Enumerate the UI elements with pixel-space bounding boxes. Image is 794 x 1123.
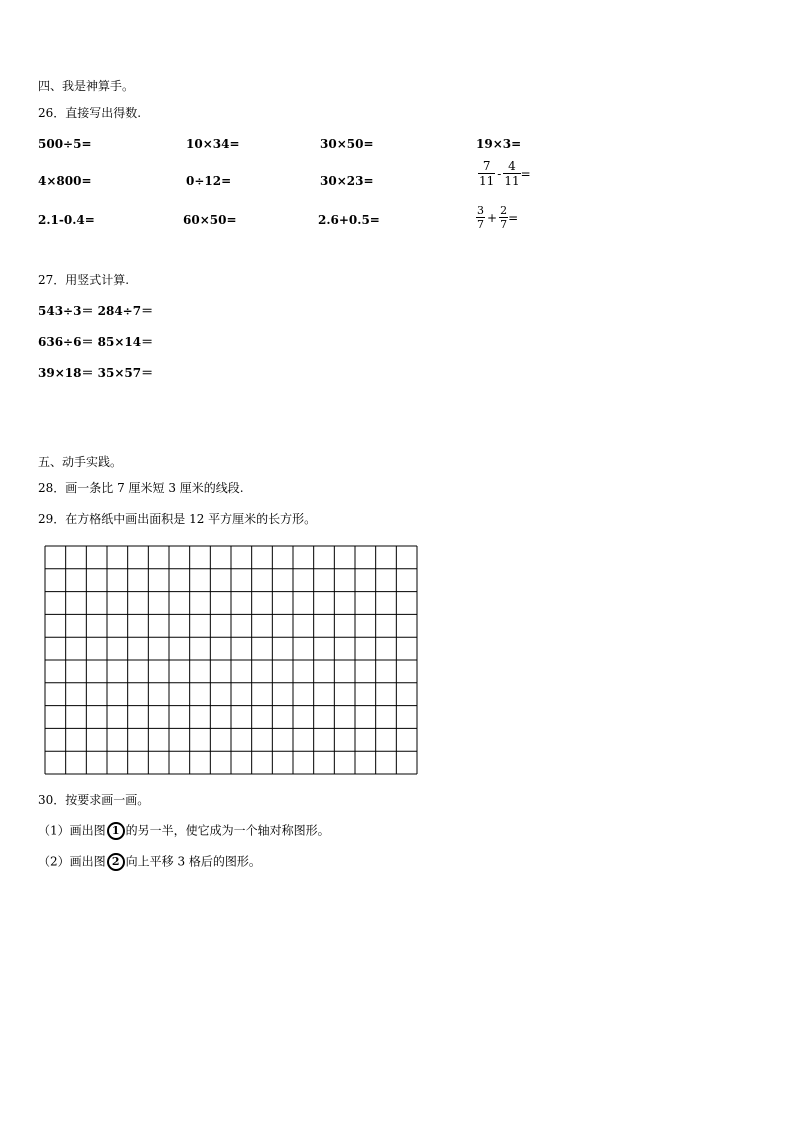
calc-item: 10×34= <box>186 137 240 151</box>
fraction <box>503 159 520 188</box>
calc-item: 500÷5= <box>38 137 92 151</box>
numerator: 4 <box>508 159 516 173</box>
calc-item: 60×50= <box>183 213 237 227</box>
grid-paper[interactable] <box>44 545 418 775</box>
circled-number-1: 1 <box>107 822 125 840</box>
denominator: 7 <box>477 218 484 231</box>
question-26-title: 26．直接写出得数. <box>38 106 142 120</box>
question-29-title: 29．在方格纸中画出面积是 12 平方厘米的长方形。 <box>38 512 317 526</box>
vertical-calc-row: 636÷6＝ 85×14＝ <box>38 335 154 349</box>
part-1-prefix: （1）画出图 <box>38 823 106 838</box>
question-28-title: 28．画一条比 7 厘米短 3 厘米的线段. <box>38 481 244 495</box>
numerator: 7 <box>482 159 491 173</box>
calc-item: 0÷12= <box>186 174 232 188</box>
question-30-part-1 <box>38 822 330 840</box>
operator: + <box>487 210 498 225</box>
denominator: 11 <box>479 174 495 188</box>
denominator: 7 <box>500 218 508 231</box>
calc-item: 2.6+0.5= <box>318 213 380 227</box>
denominator: 11 <box>504 174 520 188</box>
fraction <box>476 204 485 231</box>
part-2-suffix: 向上平移 3 格后的图形。 <box>125 854 261 869</box>
part-1-suffix: 的另一半，使它成为一个轴对称图形。 <box>125 823 330 838</box>
fraction <box>499 204 508 231</box>
fraction <box>478 159 495 188</box>
calc-item: 30×23= <box>320 174 374 188</box>
calc-item: 19×3= <box>476 137 522 151</box>
vertical-calc-row: 39×18＝ 35×57＝ <box>38 366 154 380</box>
vertical-calc-row: 543÷3＝ 284÷7＝ <box>38 304 154 318</box>
question-30-title: 30．按要求画一画。 <box>38 793 150 807</box>
part-2-prefix: （2）画出图 <box>38 854 106 869</box>
section-4-title: 四、我是神算手。 <box>38 79 135 93</box>
fraction-addition <box>476 204 518 231</box>
numerator: 2 <box>500 204 508 217</box>
question-27-title: 27．用竖式计算. <box>38 273 130 287</box>
calc-item: 4×800= <box>38 174 92 188</box>
circled-number-2: 2 <box>107 853 125 871</box>
numerator: 3 <box>477 204 484 217</box>
equals-sign: = <box>520 166 531 181</box>
section-5-title: 五、动手实践。 <box>38 455 123 469</box>
calc-item: 30×50= <box>320 137 374 151</box>
question-30-part-2 <box>38 853 261 871</box>
calc-item: 2.1-0.4= <box>38 213 95 227</box>
operator: - <box>497 166 502 181</box>
equals-sign: = <box>508 210 519 225</box>
fraction-subtraction <box>478 159 531 188</box>
